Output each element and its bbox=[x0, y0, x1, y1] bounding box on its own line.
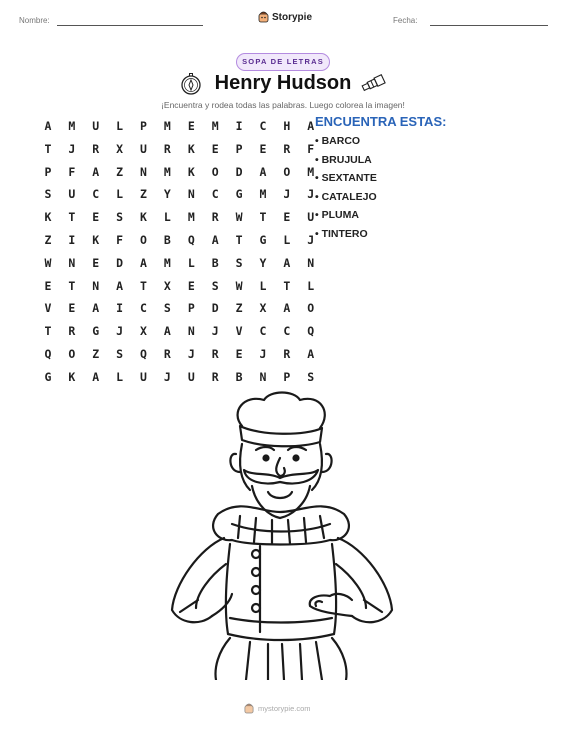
date-label: Fecha: bbox=[393, 16, 418, 25]
grid-letter[interactable]: Q bbox=[140, 346, 147, 361]
worksheet-header bbox=[0, 0, 566, 34]
grid-row bbox=[36, 231, 323, 254]
grid-letter[interactable]: E bbox=[44, 278, 52, 293]
instructions: ¡Encuentra y rodea todas las palabras. Luego colorea la imagen! bbox=[161, 100, 405, 110]
grid-row bbox=[36, 277, 323, 300]
grid-letter[interactable]: J bbox=[307, 187, 315, 202]
grid-letter[interactable]: X bbox=[116, 141, 124, 156]
grid-letter[interactable]: O bbox=[307, 301, 315, 316]
grid-letter[interactable]: N bbox=[187, 187, 195, 202]
brand-name: Storypie bbox=[272, 11, 313, 23]
grid-letter[interactable]: G bbox=[92, 324, 100, 339]
grid-letter[interactable]: K bbox=[187, 164, 195, 179]
grid-letter[interactable]: O bbox=[68, 346, 76, 361]
grid-letter[interactable]: K bbox=[140, 210, 147, 225]
grid-letter[interactable]: J bbox=[68, 141, 76, 156]
grid-letter[interactable]: Z bbox=[44, 232, 52, 247]
footer bbox=[244, 703, 311, 714]
word-item: • BRUJULA bbox=[315, 153, 372, 166]
henry-hudson-illustration bbox=[160, 388, 410, 680]
grid-letter[interactable]: E bbox=[92, 210, 100, 225]
grid-letter[interactable]: H bbox=[283, 119, 291, 133]
grid-letter[interactable]: A bbox=[140, 255, 147, 270]
grid-letter[interactable]: J bbox=[211, 324, 219, 339]
grid-letter[interactable]: A bbox=[259, 164, 267, 179]
grid-letter[interactable]: L bbox=[116, 369, 124, 384]
grid-letter[interactable]: U bbox=[92, 119, 100, 133]
grid-letter[interactable]: L bbox=[116, 187, 124, 202]
grid-letter[interactable]: S bbox=[44, 187, 52, 202]
grid-letter[interactable]: T bbox=[140, 278, 147, 293]
grid-letter[interactable]: I bbox=[235, 119, 243, 133]
grid-letter[interactable]: R bbox=[211, 369, 219, 384]
grid-letter[interactable]: R bbox=[68, 324, 76, 339]
grid-letter[interactable]: T bbox=[44, 141, 52, 156]
grid-letter[interactable]: P bbox=[283, 369, 291, 384]
grid-row bbox=[36, 163, 323, 186]
grid-letter[interactable]: A bbox=[283, 301, 291, 316]
grid-letter[interactable]: F bbox=[116, 232, 124, 247]
grid-letter[interactable]: C bbox=[140, 301, 147, 316]
grid-letter[interactable]: C bbox=[259, 324, 267, 339]
grid-letter[interactable]: I bbox=[116, 301, 124, 316]
grid-letter[interactable]: K bbox=[92, 232, 100, 247]
grid-letter[interactable]: T bbox=[283, 278, 291, 293]
grid-letter[interactable]: U bbox=[140, 369, 147, 384]
grid-letter[interactable]: B bbox=[163, 232, 171, 247]
grid-letter[interactable]: M bbox=[259, 187, 267, 202]
grid-letter[interactable]: J bbox=[283, 187, 291, 202]
grid-letter[interactable]: E bbox=[187, 278, 195, 293]
grid-letter[interactable]: S bbox=[211, 278, 219, 293]
grid-letter[interactable]: U bbox=[140, 141, 147, 156]
grid-letter[interactable]: B bbox=[211, 255, 219, 270]
grid-letter[interactable]: R bbox=[211, 346, 219, 361]
grid-letter[interactable]: Y bbox=[259, 255, 267, 270]
grid-letter[interactable]: Y bbox=[163, 187, 171, 202]
grid-letter[interactable]: J bbox=[187, 346, 195, 361]
grid-letter[interactable]: T bbox=[259, 210, 267, 225]
grid-letter[interactable]: M bbox=[68, 119, 76, 133]
grid-letter[interactable]: F bbox=[307, 141, 315, 156]
storypie-logo-icon bbox=[258, 11, 269, 23]
grid-letter[interactable]: J bbox=[163, 369, 171, 384]
grid-row bbox=[36, 185, 323, 208]
grid-letter[interactable]: Z bbox=[92, 346, 100, 361]
grid-letter[interactable]: E bbox=[92, 255, 100, 270]
grid-letter[interactable]: G bbox=[259, 232, 267, 247]
grid-letter[interactable]: O bbox=[283, 164, 291, 179]
grid-row bbox=[36, 117, 323, 140]
grid-letter[interactable]: U bbox=[307, 210, 315, 225]
grid-letter[interactable]: A bbox=[116, 278, 124, 293]
grid-letter[interactable]: E bbox=[235, 346, 243, 361]
grid-letter[interactable]: U bbox=[68, 187, 76, 202]
grid-letter[interactable]: N bbox=[68, 255, 76, 270]
grid-letter[interactable]: A bbox=[283, 255, 291, 270]
grid-letter[interactable]: U bbox=[187, 369, 195, 384]
grid-letter[interactable]: E bbox=[187, 119, 195, 133]
grid-letter[interactable]: D bbox=[235, 164, 243, 179]
name-line bbox=[57, 25, 203, 26]
grid-letter[interactable]: G bbox=[235, 187, 243, 202]
grid-letter[interactable]: K bbox=[68, 369, 76, 384]
grid-letter[interactable]: A bbox=[92, 164, 100, 179]
telescope-icon bbox=[360, 74, 386, 92]
grid-letter[interactable]: T bbox=[68, 210, 76, 225]
grid-letter[interactable]: R bbox=[283, 346, 291, 361]
grid-letter[interactable]: S bbox=[116, 210, 124, 225]
grid-letter[interactable]: C bbox=[259, 119, 267, 133]
grid-letter[interactable]: Q bbox=[307, 324, 315, 339]
grid-letter[interactable]: W bbox=[235, 210, 243, 225]
grid-letter[interactable]: D bbox=[116, 255, 124, 270]
grid-letter[interactable]: Z bbox=[116, 164, 124, 179]
grid-row bbox=[36, 208, 323, 231]
grid-letter[interactable]: M bbox=[307, 164, 315, 179]
grid-letter[interactable]: S bbox=[116, 346, 124, 361]
grid-letter[interactable]: Z bbox=[235, 301, 243, 316]
grid-letter[interactable]: N bbox=[92, 278, 100, 293]
grid-letter[interactable]: L bbox=[283, 232, 291, 247]
letter-grid bbox=[36, 117, 323, 391]
name-label: Nombre: bbox=[19, 16, 50, 25]
grid-letter[interactable]: M bbox=[163, 255, 171, 270]
grid-letter[interactable]: E bbox=[259, 141, 267, 156]
grid-letter[interactable]: S bbox=[163, 301, 171, 316]
grid-letter[interactable]: J bbox=[307, 232, 315, 247]
grid-letter[interactable]: I bbox=[68, 232, 76, 247]
grid-letter[interactable]: N bbox=[140, 164, 147, 179]
grid-letter[interactable]: M bbox=[163, 119, 171, 133]
grid-letter[interactable]: B bbox=[235, 369, 243, 384]
grid-letter[interactable]: R bbox=[163, 141, 171, 156]
word-item: • SEXTANTE bbox=[315, 172, 377, 185]
grid-letter[interactable]: L bbox=[116, 119, 124, 133]
grid-letter[interactable]: T bbox=[44, 324, 52, 339]
grid-letter[interactable]: P bbox=[187, 301, 195, 316]
word-item: • TINTERO bbox=[315, 227, 368, 240]
grid-letter[interactable]: W bbox=[44, 255, 52, 270]
grid-letter[interactable]: X bbox=[259, 301, 267, 316]
grid-letter[interactable]: R bbox=[211, 210, 219, 225]
grid-row bbox=[36, 140, 323, 163]
word-list-title: ENCUENTRA ESTAS: bbox=[315, 114, 447, 129]
grid-letter[interactable]: R bbox=[92, 141, 100, 156]
grid-letter[interactable]: S bbox=[307, 369, 315, 384]
grid-letter[interactable]: Q bbox=[44, 346, 52, 361]
grid-letter[interactable]: N bbox=[187, 324, 195, 339]
grid-letter[interactable]: V bbox=[44, 301, 52, 316]
grid-letter[interactable]: A bbox=[92, 369, 100, 384]
grid-letter[interactable]: J bbox=[259, 346, 267, 361]
grid-letter[interactable]: D bbox=[211, 301, 219, 316]
grid-letter[interactable]: L bbox=[163, 210, 171, 225]
date-line bbox=[430, 25, 548, 26]
grid-letter[interactable]: M bbox=[187, 210, 195, 225]
grid-letter[interactable]: E bbox=[68, 301, 76, 316]
grid-letter[interactable]: P bbox=[44, 164, 52, 179]
grid-row bbox=[36, 322, 323, 345]
word-item: • CATALEJO bbox=[315, 190, 377, 203]
grid-letter[interactable]: W bbox=[235, 278, 243, 293]
grid-row bbox=[36, 299, 323, 322]
grid-letter[interactable]: O bbox=[211, 164, 219, 179]
grid-letter[interactable]: A bbox=[44, 119, 52, 133]
grid-letter[interactable]: R bbox=[283, 141, 291, 156]
grid-letter[interactable]: J bbox=[116, 324, 124, 339]
grid-letter[interactable]: X bbox=[163, 278, 171, 293]
grid-letter[interactable]: C bbox=[283, 324, 291, 339]
grid-row bbox=[36, 254, 323, 277]
grid-letter[interactable]: Q bbox=[187, 232, 195, 247]
grid-letter[interactable]: A bbox=[163, 324, 171, 339]
grid-letter[interactable]: L bbox=[259, 278, 267, 293]
grid-letter[interactable]: M bbox=[163, 164, 171, 179]
word-item: • PLUMA bbox=[315, 209, 359, 222]
word-list bbox=[315, 114, 446, 247]
grid-letter[interactable]: S bbox=[235, 255, 243, 270]
grid-letter[interactable]: C bbox=[92, 187, 100, 202]
footer-url: mystorypie.com bbox=[258, 704, 311, 713]
page-title: Henry Hudson bbox=[214, 72, 352, 94]
grid-letter[interactable]: P bbox=[140, 119, 147, 133]
grid-letter[interactable]: G bbox=[44, 369, 52, 384]
grid-letter[interactable]: M bbox=[211, 119, 219, 133]
grid-letter[interactable]: E bbox=[283, 210, 291, 225]
grid-letter[interactable]: R bbox=[163, 346, 171, 361]
word-item: • BARCO bbox=[315, 135, 361, 147]
grid-letter[interactable]: N bbox=[259, 369, 267, 384]
grid-letter[interactable]: L bbox=[187, 255, 195, 270]
grid-letter[interactable]: A bbox=[211, 232, 219, 247]
grid-letter[interactable]: K bbox=[44, 210, 52, 225]
puzzle-type-badge: SOPA DE LETRAS bbox=[236, 53, 330, 71]
grid-letter[interactable]: F bbox=[68, 164, 76, 179]
grid-letter[interactable]: N bbox=[307, 255, 315, 270]
grid-letter[interactable]: O bbox=[140, 232, 147, 247]
grid-letter[interactable]: L bbox=[307, 278, 315, 293]
grid-letter[interactable]: A bbox=[92, 301, 100, 316]
grid-letter[interactable]: E bbox=[211, 141, 219, 156]
brand-logo bbox=[258, 11, 312, 23]
grid-letter[interactable]: V bbox=[235, 324, 243, 339]
grid-letter[interactable]: C bbox=[211, 187, 219, 202]
grid-row bbox=[36, 345, 323, 368]
grid-letter[interactable]: T bbox=[235, 232, 243, 247]
grid-letter[interactable]: P bbox=[235, 141, 243, 156]
grid-letter[interactable]: Z bbox=[140, 187, 147, 202]
grid-letter[interactable]: X bbox=[140, 324, 147, 339]
grid-letter[interactable]: T bbox=[68, 278, 76, 293]
grid-letter[interactable]: K bbox=[187, 141, 195, 156]
storypie-logo-icon bbox=[244, 703, 254, 714]
grid-letter[interactable]: A bbox=[307, 119, 315, 133]
grid-letter[interactable]: A bbox=[307, 346, 315, 361]
